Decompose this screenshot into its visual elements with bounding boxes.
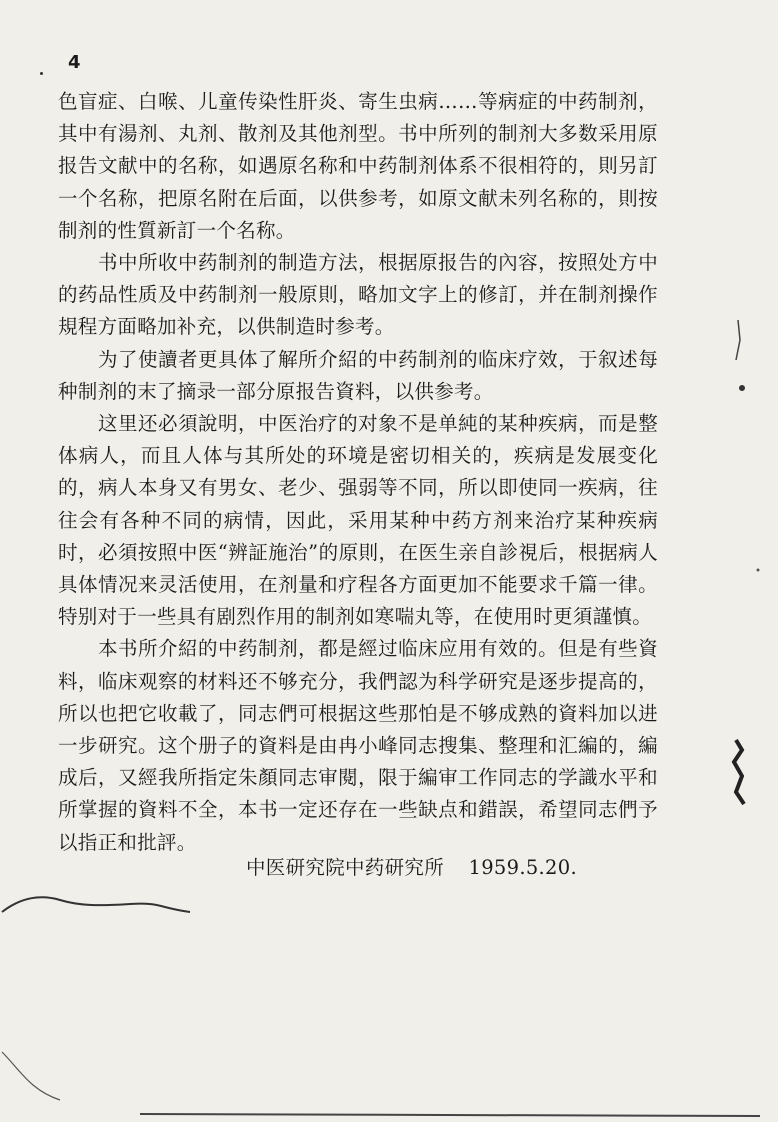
signature-line	[246, 852, 577, 880]
ink-stroke-left	[0, 890, 200, 930]
corner-dot	[40, 72, 43, 75]
paragraph-treatment-notes: 这里还必須說明，中医治疗的对象不是单純的某种疾病，而是整体病人，而且人体与其所处的环境是密切相关的，疾病是发展变化的，病人本身又有男女、老少、强弱等不同，所以即使同一疾病，往往会有各种不同的病情，因此，采用某种中药方剂来治疗某种疾病时，必須按照中医“辨証施治”的原則，在医生亲自診視后，根据病人具体情况来灵活使用，在剂量和疗程各方面更加不能要求千篇一律。特别对于一些具有剧烈作用的制剂如寒喘丸等，在使用时更須謹慎。	[58, 412, 658, 629]
page-number: 4	[68, 52, 81, 73]
bottom-edge-line	[0, 1040, 778, 1122]
signature-date: 1959.5.20.	[468, 856, 577, 879]
paragraph-continued: 色盲症、白喉、儿童传染性肝炎、寄生虫病……等病症的中药制剂，其中有湯剂、丸剂、散剂及其他剂型。书中所列的制剂大多数采用原报告文献中的名称，如遇原名称和中药制剂体系不很相符的，則另訂一个名称，把原名附在后面，以供参考，如原文献未列名称的，則按制剂的性質新訂一个名称。	[58, 90, 658, 242]
signature-organization: 中医研究院中药研究所	[246, 856, 445, 879]
paragraph-clinical-efficacy: 为了使讀者更具体了解所介紹的中药制剂的临床疗效，于叙述每种制剂的末了摘录一部分原报告資料，以供参考。	[58, 347, 658, 403]
edge-specks-right	[718, 300, 778, 860]
paragraph-preparation-methods: 书中所收中药制剂的制造方法，根据原报告的內容，按照处方中的药品性质及中药制剂一般原則，略加文字上的修訂，并在制剂操作規程方面略加补充，以供制造时参考。	[58, 251, 658, 339]
body-text	[58, 86, 658, 859]
paragraph-book-scope: 本书所介紹的中药制剂，都是經过临床应用有效的。但是有些資料，临床观察的材料还不够充分，我們認为科学研究是逐步提高的，所以也把它收載了，同志們可根据这些那怕是不够成熟的資料加以进一步研究。这个册子的資料是由冉小峰同志搜集、整理和汇編的，編成后，又經我所指定朱顏同志审閱，限于編审工作同志的学識水平和所掌握的資料不全，本书一定还存在一些缺点和錯誤，希望同志們予以指正和批評。	[58, 637, 658, 854]
